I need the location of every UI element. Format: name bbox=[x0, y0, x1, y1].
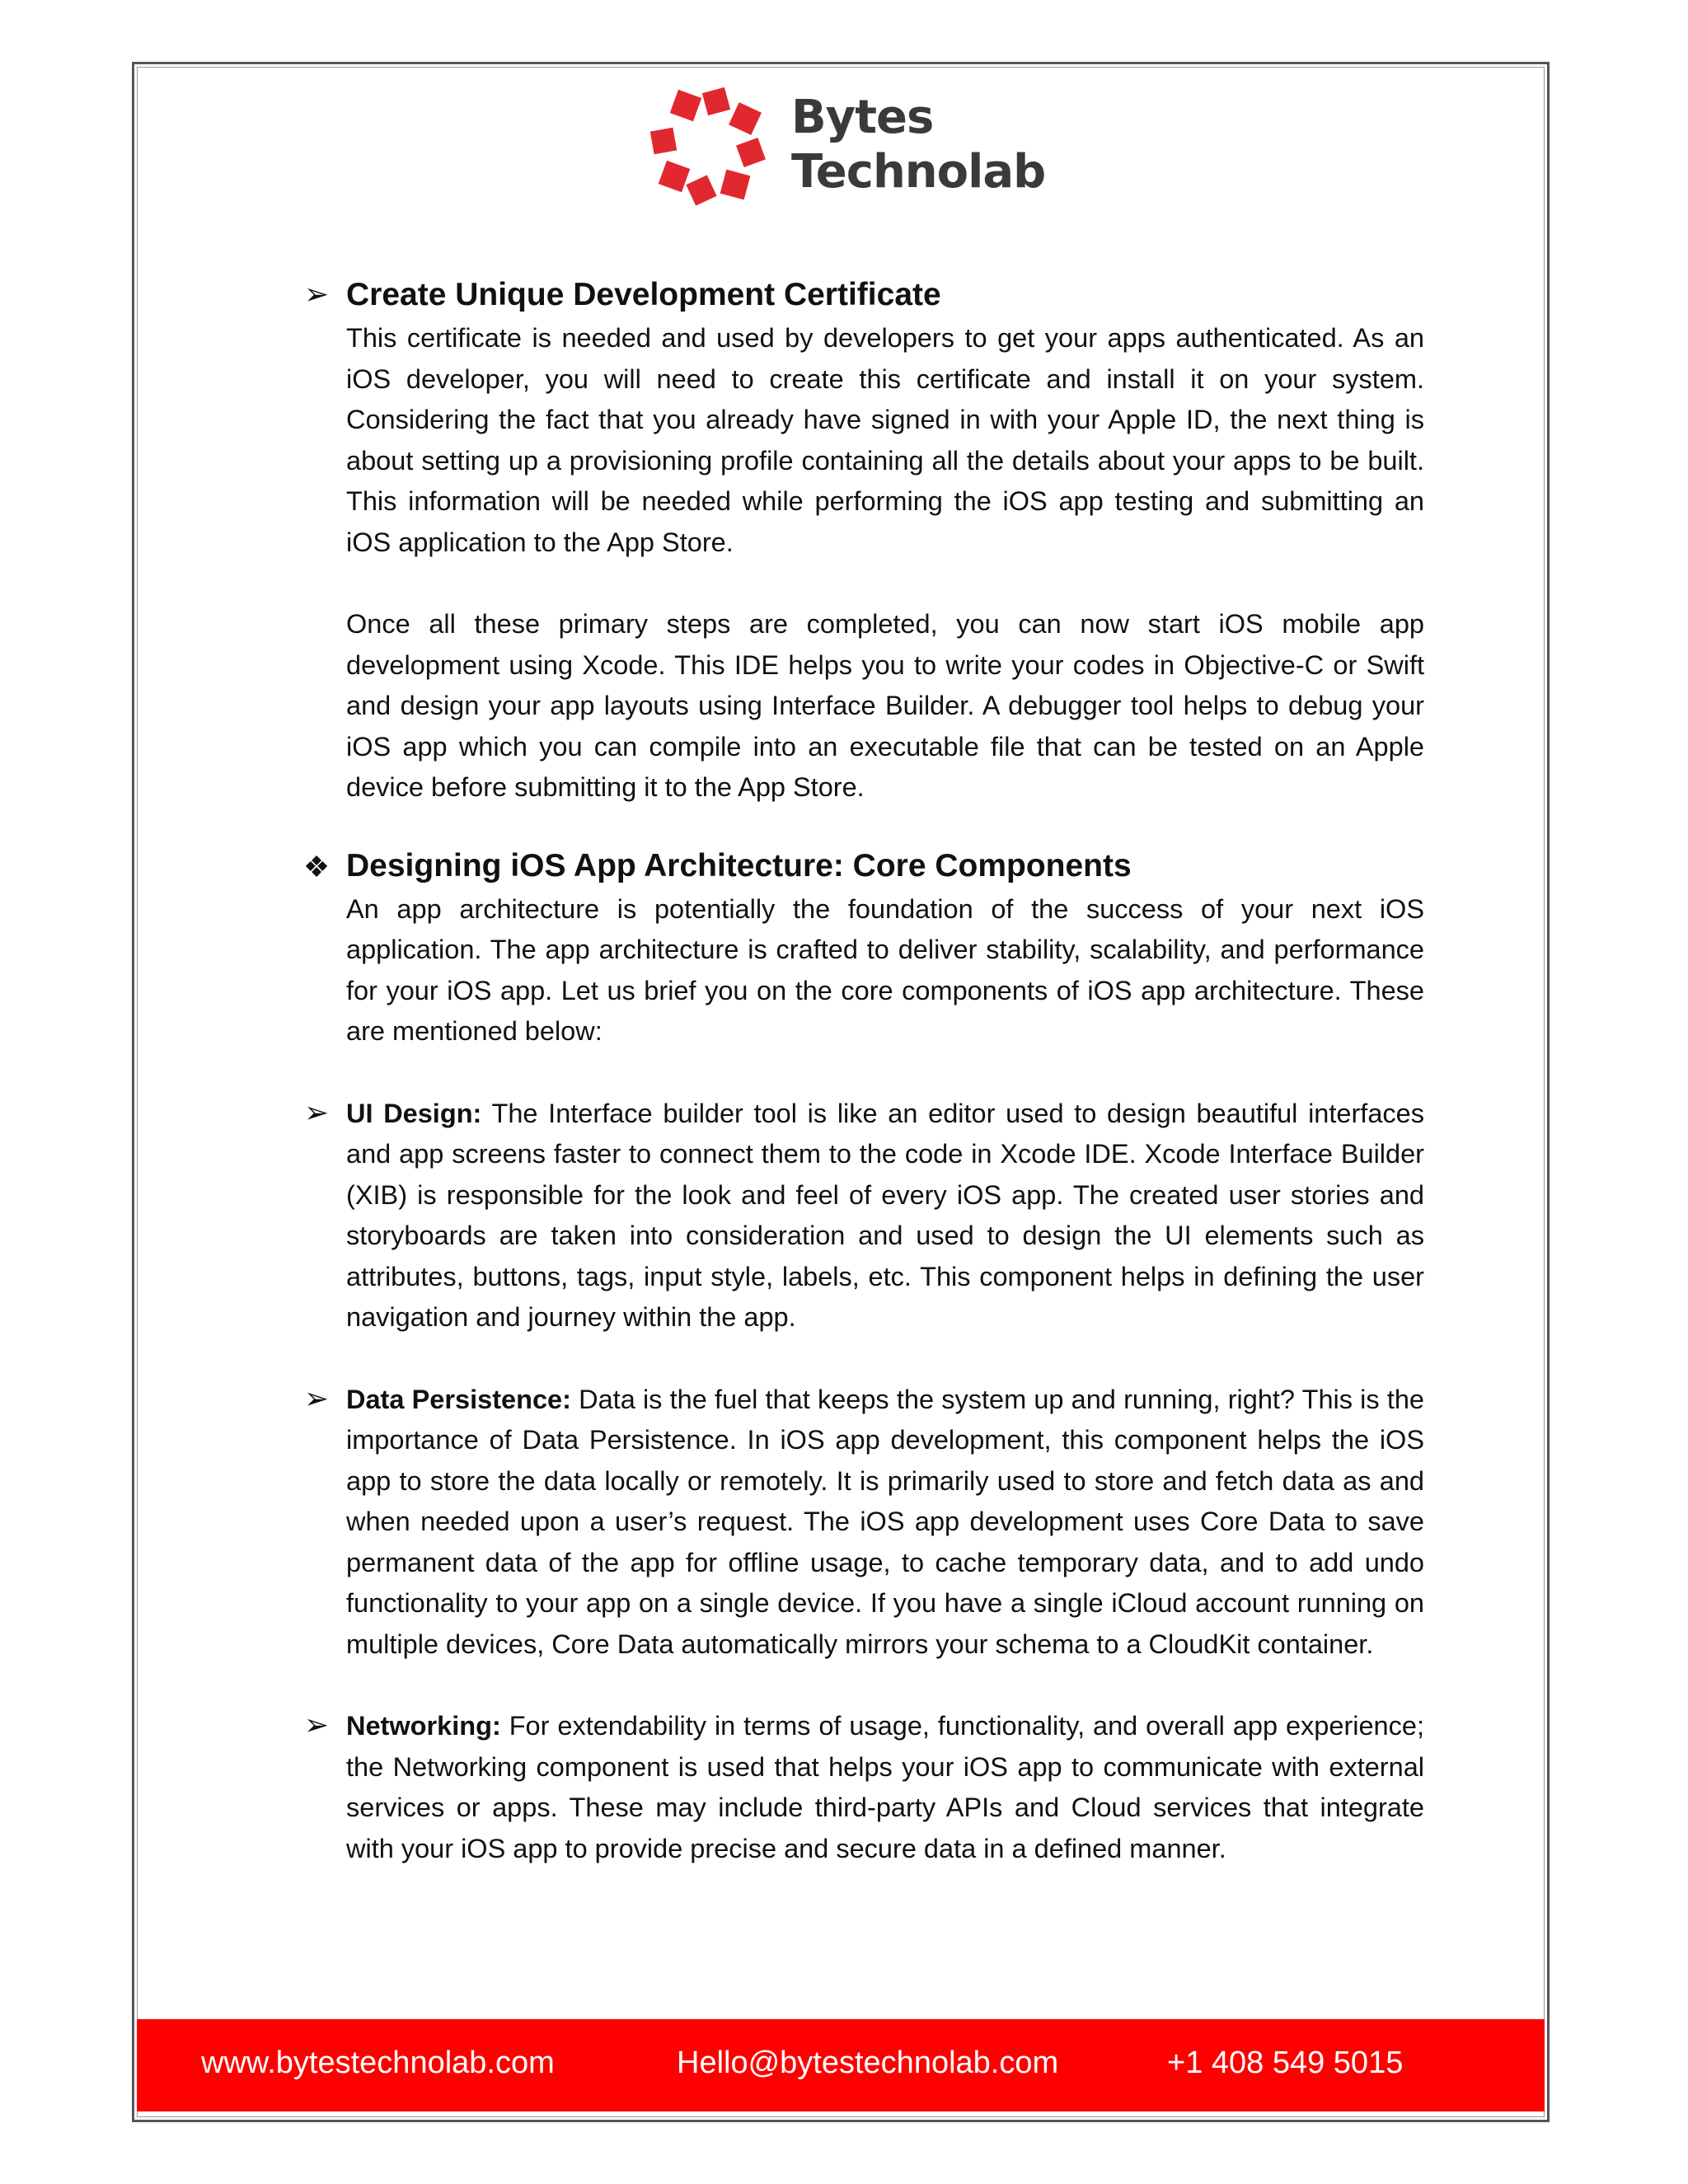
component-text bbox=[346, 1706, 1424, 1869]
component-networking bbox=[303, 1706, 1424, 1869]
footer-website-link[interactable]: www.bytestechnolab.com bbox=[201, 2046, 555, 2080]
document-body bbox=[302, 272, 1425, 1910]
brand-name bbox=[791, 91, 1045, 199]
footer-email-link[interactable]: Hello@bytestechnolab.com bbox=[677, 2046, 1059, 2080]
arrow-bullet-icon: ➢ bbox=[303, 277, 330, 311]
footer-bar bbox=[137, 2019, 1545, 2111]
section-xcode bbox=[346, 604, 1424, 808]
component-description: For extendability in terms of usage, functionality, and overall app experience; the Networking component is used that helps your iOS app to communicate with external services or apps. These may include third-party APIs and Cloud services that integrate with your iOS app to provide precise and secure data in a defined manner. bbox=[346, 1711, 1424, 1863]
component-text bbox=[346, 1380, 1424, 1666]
arrow-bullet-icon: ➢ bbox=[303, 1380, 330, 1415]
arrow-bullet-icon: ➢ bbox=[303, 1708, 330, 1741]
section-heading: Create Unique Development Certificate bbox=[346, 277, 941, 312]
component-title: Networking: bbox=[346, 1711, 501, 1741]
component-ui-design bbox=[303, 1094, 1424, 1338]
brand-name-line1: Bytes bbox=[791, 91, 934, 144]
component-description: The Interface builder tool is like an editor used to design beautiful interfaces and app screens faster to connect them to the code in Xcode IDE. Xcode Interface Builder (XIB) is responsible for the look and feel of every iOS app. The created user stories and storyboards are taken into consideration and used to design the UI elements such as attributes, buttons, tags, input style, labels, etc. This component helps in defining the user navigation and journey within the app. bbox=[346, 1098, 1424, 1332]
component-title: UI Design: bbox=[346, 1098, 482, 1128]
brand-name-line2: Technolab bbox=[791, 145, 1046, 199]
section-architecture bbox=[302, 843, 1424, 1052]
section-paragraph: This certificate is needed and used by developers to get your apps authenticated. As an iOS developer, you will need to create this certificate and install it on your system. Considering the fact that you already have signed in with your Apple ID, the next thing is about setting up a provisioning profile containing all the details about your apps to be built. This information will be needed while performing the iOS app testing and submitting an iOS application to the App Store. bbox=[346, 323, 1424, 557]
component-title: Data Persistence: bbox=[346, 1384, 571, 1414]
footer-phone[interactable]: +1 408 549 5015 bbox=[1167, 2046, 1404, 2080]
arrow-bullet-icon: ➢ bbox=[303, 1094, 330, 1129]
section-heading: Designing iOS App Architecture: Core Components bbox=[346, 847, 1132, 883]
diamond-bullet-icon: ❖ bbox=[302, 849, 331, 883]
section-paragraph: An app architecture is potentially the foundation of the success of your next iOS application. The app architecture is crafted to deliver stability, scalability, and performance for your iOS app. Let us brief you on the core components of iOS app architecture. These are mentioned below: bbox=[346, 893, 1424, 1046]
component-data-persistence bbox=[303, 1380, 1425, 1666]
component-description: Data is the fuel that keeps the system up and running, right? This is the importance of Data Persistence. In iOS app development, this component helps the iOS app to store the data locally or remotely. It is primarily used to store and fetch data as and when needed upon a user’s request. The iOS app development uses Core Data to save permanent data of the app for offline usage, to cache temporary data, and to add undo functionality to your app on a single device. If you have a single iCloud account running on multiple devices, Core Data automatically mirrors your schema to a CloudKit container. bbox=[346, 1384, 1425, 1659]
component-text bbox=[346, 1094, 1424, 1338]
section-paragraph: Once all these primary steps are completed, you can now start iOS mobile app development using Xcode. This IDE helps you to write your codes in Objective-C or Swift and design your app layouts using Interface Builder. A debugger tool helps to debug your iOS app which you can compile into an executable file that can be tested on an Apple device before submitting it to the App Store. bbox=[346, 609, 1424, 802]
section-certificate bbox=[303, 272, 1424, 563]
